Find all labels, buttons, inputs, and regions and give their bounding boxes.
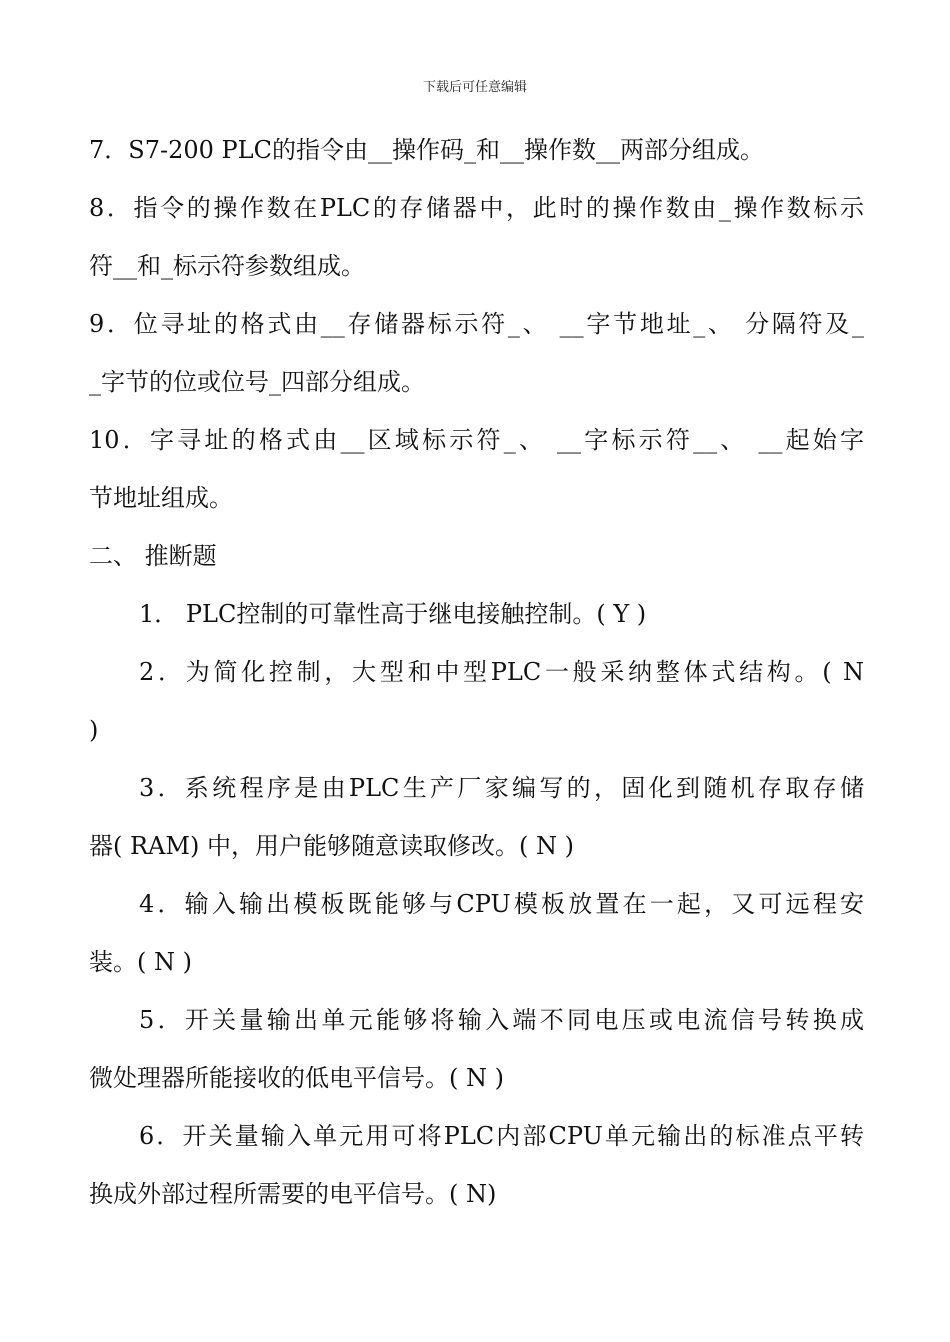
question-line: 微处理器所能接收的低电平信号。( N ) [89,1064,504,1092]
question-line: 节地址组成。 [89,484,233,512]
question-line: 4．输入输出模板既能够与CPU模板放置在一起，又可远程安 [139,890,864,918]
question-line: 7．S7-200 PLC的指令由__操作码_和__操作数__两部分组成。 [89,136,764,164]
judge-question-3 [89,759,864,875]
judge-question-1 [89,585,864,643]
question-line: 5．开关量输出单元能够将输入端不同电压或电流信号转换成 [139,1006,864,1034]
page-header: 下载后可任意编辑 [422,80,527,95]
question-line: 器( RAM) 中，用户能够随意读取修改。( N ) [89,832,574,860]
document-body [89,121,864,1223]
fill-blank-question-8 [89,179,864,295]
fill-blank-question-9 [89,295,864,411]
question-line: 3．系统程序是由PLC生产厂家编写的，固化到随机存取存储 [139,774,864,802]
question-line: 换成外部过程所需要的电平信号。( N) [89,1180,497,1208]
section-title: 二、 推断题 [89,542,217,570]
question-line: 10．字寻址的格式由__区域标示符_、 __字标示符__、 __起始字 [89,426,864,454]
judge-question-5 [89,991,864,1107]
question-line: 装。( N ) [89,948,192,976]
section-heading [89,527,864,585]
judge-question-4 [89,875,864,991]
question-line: _字节的位或位号_四部分组成。 [89,368,425,396]
question-line: 6．开关量输入单元用可将PLC内部CPU单元输出的标准点平转 [139,1122,864,1150]
judge-question-2 [89,643,864,759]
fill-blank-question-10 [89,411,864,527]
question-line: ) [89,716,99,744]
question-line: 8．指令的操作数在PLC的存储器中，此时的操作数由_操作数标示 [89,194,864,222]
question-line: 1． PLC控制的可靠性高于继电接触控制。( Y ) [139,600,647,628]
judge-question-6 [89,1107,864,1223]
question-line: 符__和_标示符参数组成。 [89,252,365,280]
question-line: 9．位寻址的格式由__存储器标示符_、 __字节地址_、 分隔符及_ [89,310,864,338]
question-line: 2．为简化控制，大型和中型PLC一般采纳整体式结构。( N [139,658,864,686]
fill-blank-question-7 [89,121,864,179]
